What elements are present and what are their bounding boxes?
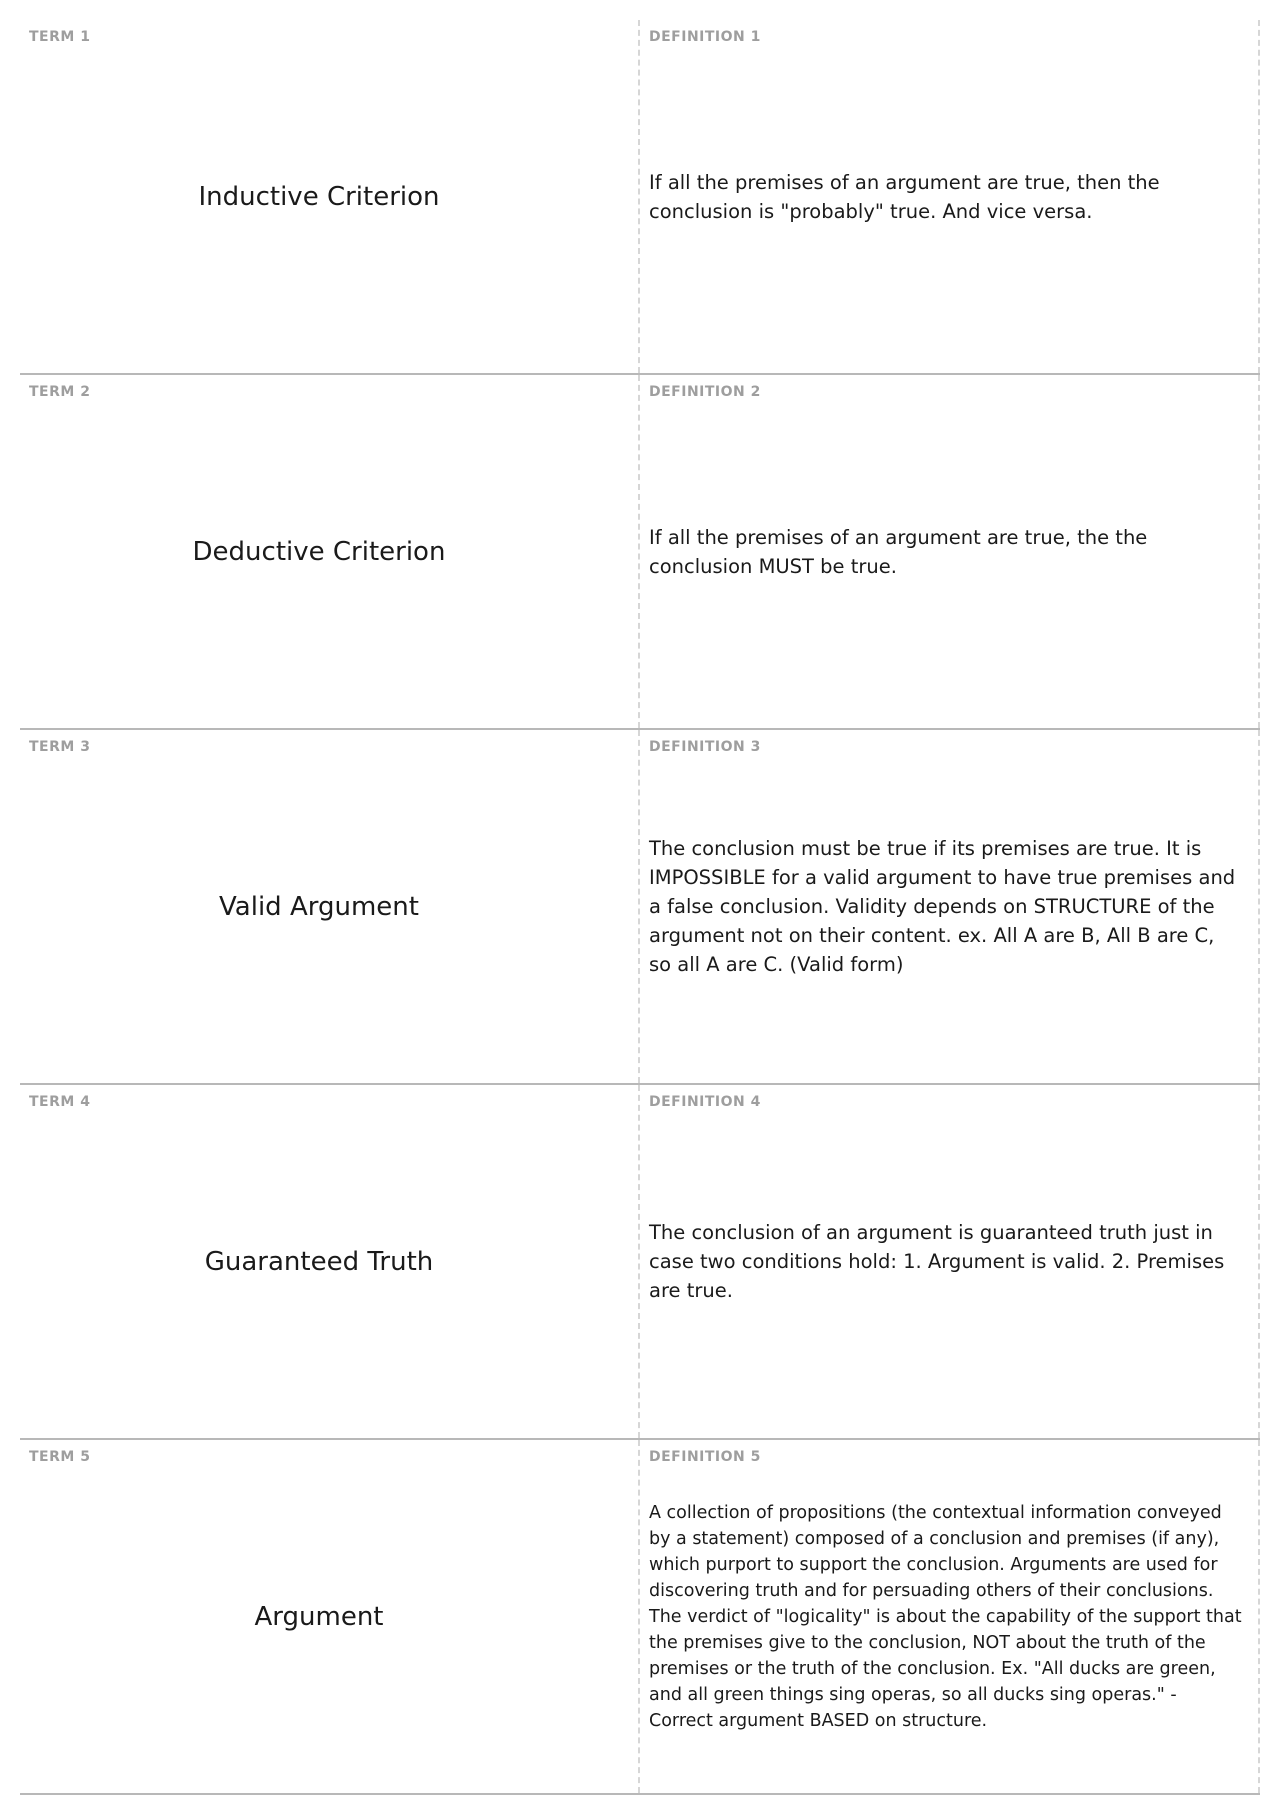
term-cell xyxy=(20,1440,640,1793)
definition-label: DEFINITION 2 xyxy=(649,384,761,400)
term-label: TERM 1 xyxy=(29,29,91,45)
definition-text: A collection of propositions (the contextual information conveyed by a statement) composed of a conclusion and premises (if any), which purport to support the conclusion. Arguments are used for discovering truth and for persuading others of their conclusions. The verdict of "logicality" is about the capability of the support that the premises give to the conclusion, NOT about the truth of the premises or the truth of the conclusion. Ex. "All ducks are green, and all green things sing operas, so all ducks sing operas." - Correct argument BASED on structure. xyxy=(649,1502,1242,1731)
card-row-5 xyxy=(20,1440,1260,1795)
card-row-2 xyxy=(20,375,1260,730)
term-label: TERM 3 xyxy=(29,739,91,755)
term-text: Inductive Criterion xyxy=(198,181,440,212)
card-row-3 xyxy=(20,730,1260,1085)
card-row-4 xyxy=(20,1085,1260,1440)
term-text: Valid Argument xyxy=(219,891,419,922)
term-cell xyxy=(20,20,640,373)
definition-text: If all the premises of an argument are true, then the conclusion is "probably" true. And vice versa. xyxy=(649,170,1160,223)
definition-text: The conclusion of an argument is guaranteed truth just in case two conditions hold: 1. Argument is valid. 2. Premises are true. xyxy=(649,1221,1225,1302)
definition-label: DEFINITION 3 xyxy=(649,739,761,755)
term-text: Guaranteed Truth xyxy=(204,1246,434,1277)
definition-cell xyxy=(640,730,1260,1083)
term-cell xyxy=(20,375,640,728)
card-row-1 xyxy=(20,20,1260,375)
definition-text: If all the premises of an argument are true, the the conclusion MUST be true. xyxy=(649,525,1148,578)
definition-label: DEFINITION 4 xyxy=(649,1094,761,1110)
definition-cell xyxy=(640,20,1260,373)
term-label: TERM 2 xyxy=(29,384,91,400)
term-cell xyxy=(20,1085,640,1438)
flashcard-sheet xyxy=(20,20,1260,1795)
definition-text: The conclusion must be true if its premises are true. It is IMPOSSIBLE for a valid argument to have true premises and a false conclusion. Validity depends on STRUCTURE of the argument not on their content. ex. All A are B, All B are C, so all A are C. (Valid form) xyxy=(649,837,1236,976)
term-text: Deductive Criterion xyxy=(192,536,446,567)
term-label: TERM 4 xyxy=(29,1094,91,1110)
definition-cell xyxy=(640,1085,1260,1438)
definition-label: DEFINITION 5 xyxy=(649,1449,761,1465)
definition-cell xyxy=(640,1440,1260,1793)
definition-cell xyxy=(640,375,1260,728)
term-cell xyxy=(20,730,640,1083)
term-label: TERM 5 xyxy=(29,1449,91,1465)
definition-label: DEFINITION 1 xyxy=(649,29,761,45)
term-text: Argument xyxy=(254,1601,384,1632)
